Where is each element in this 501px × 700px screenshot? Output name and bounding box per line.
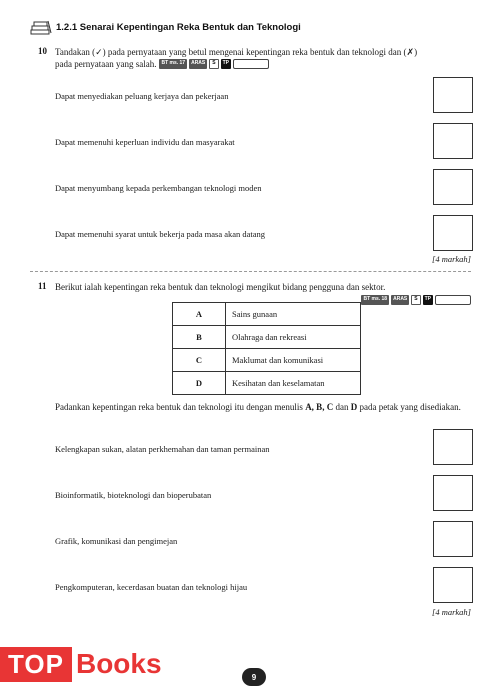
q10-statement-3: Dapat menyumbang kepada perkembangan teknologi moden: [55, 183, 262, 193]
q11-answer-box-4[interactable]: [433, 567, 473, 603]
q11-answer-box-1[interactable]: [433, 429, 473, 465]
q10-answer-box-3[interactable]: [433, 169, 473, 205]
option-key: B: [173, 326, 226, 349]
option-value: Kesihatan dan keselamatan: [226, 372, 361, 395]
books-stack-icon: [30, 19, 52, 35]
q11-answer-box-3[interactable]: [433, 521, 473, 557]
tag-level: S: [209, 59, 218, 69]
section-title: 1.2.1 Senarai Kepentingan Reka Bentuk dan Teknologi: [56, 21, 301, 33]
tag-bt: BT ms. 18: [361, 295, 389, 305]
q11-statement-3: Grafik, komunikasi dan pengimejan: [55, 536, 178, 546]
section-header: [30, 18, 301, 36]
tp-input-slot[interactable]: [233, 59, 269, 69]
table-row: [173, 326, 361, 349]
instruction-keys: A, B, C: [305, 402, 334, 412]
option-key: C: [173, 349, 226, 372]
question-10-text: [55, 46, 475, 70]
question-10-text-line1: Tandakan (✓) pada pernyataan yang betul mengenai kepentingan reka bentuk dan teknologi dan (✗): [55, 47, 418, 57]
q10-statement-4: Dapat memenuhi syarat untuk bekerja pada masa akan datang: [55, 229, 266, 239]
question-10-tags: [159, 59, 269, 69]
instruction-pre: Padankan kepentingan reka bentuk dan teknologi itu dengan menulis: [55, 402, 306, 412]
question-11-tags: [361, 291, 471, 309]
option-value: Maklumat dan komunikasi: [226, 349, 361, 372]
question-divider: [30, 271, 471, 272]
instruction-post: pada petak yang disediakan.: [357, 402, 461, 412]
option-key: A: [173, 303, 226, 326]
tag-aras: ARAS: [391, 295, 409, 305]
page-number: 9: [242, 668, 266, 686]
tag-level: S: [411, 295, 420, 305]
q10-answer-box-2[interactable]: [433, 123, 473, 159]
q10-answer-box-4[interactable]: [433, 215, 473, 251]
table-row: [173, 303, 361, 326]
tag-bt: BT ms. 17: [159, 59, 187, 69]
tag-tp: TP: [221, 59, 231, 69]
q11-marks: [4 markah]: [432, 607, 471, 617]
question-10-text-line2: pada pernyataan yang salah.: [55, 59, 157, 69]
q10-statement-2: Dapat memenuhi keperluan individu dan masyarakat: [55, 137, 235, 147]
question-11-text: Berikut ialah kepentingan reka bentuk dan teknologi mengikut bidang pengguna dan sektor.: [55, 282, 386, 292]
instruction-and: dan: [333, 402, 351, 412]
option-value: Olahraga dan rekreasi: [226, 326, 361, 349]
q10-marks: [4 markah]: [432, 254, 471, 264]
q11-instruction: [55, 401, 475, 413]
instruction-lastkey: D: [350, 402, 358, 412]
tag-tp: TP: [423, 295, 433, 305]
q11-statement-1: Kelengkapan sukan, alatan perkhemahan dan taman permainan: [55, 444, 270, 454]
option-value: Sains gunaan: [226, 303, 361, 326]
option-key: D: [173, 372, 226, 395]
tp-input-slot[interactable]: [435, 295, 471, 305]
options-table: [172, 302, 361, 395]
logo-books-text: Books: [75, 648, 162, 679]
question-10-number: 10: [38, 46, 47, 56]
q11-statement-4: Pengkomputeran, kecerdasan buatan dan teknologi hijau: [55, 582, 248, 592]
question-11-number: 11: [38, 281, 47, 291]
table-row: [173, 349, 361, 372]
table-row: [173, 372, 361, 395]
q10-statement-1: Dapat menyediakan peluang kerjaya dan pekerjaan: [55, 91, 229, 101]
logo-top-text: TOP: [0, 647, 72, 682]
q11-answer-box-2[interactable]: [433, 475, 473, 511]
q10-answer-box-1[interactable]: [433, 77, 473, 113]
topbooks-logo: [0, 644, 162, 684]
q11-statement-2: Bioinformatik, bioteknologi dan bioperubatan: [55, 490, 212, 500]
tag-aras: ARAS: [189, 59, 207, 69]
